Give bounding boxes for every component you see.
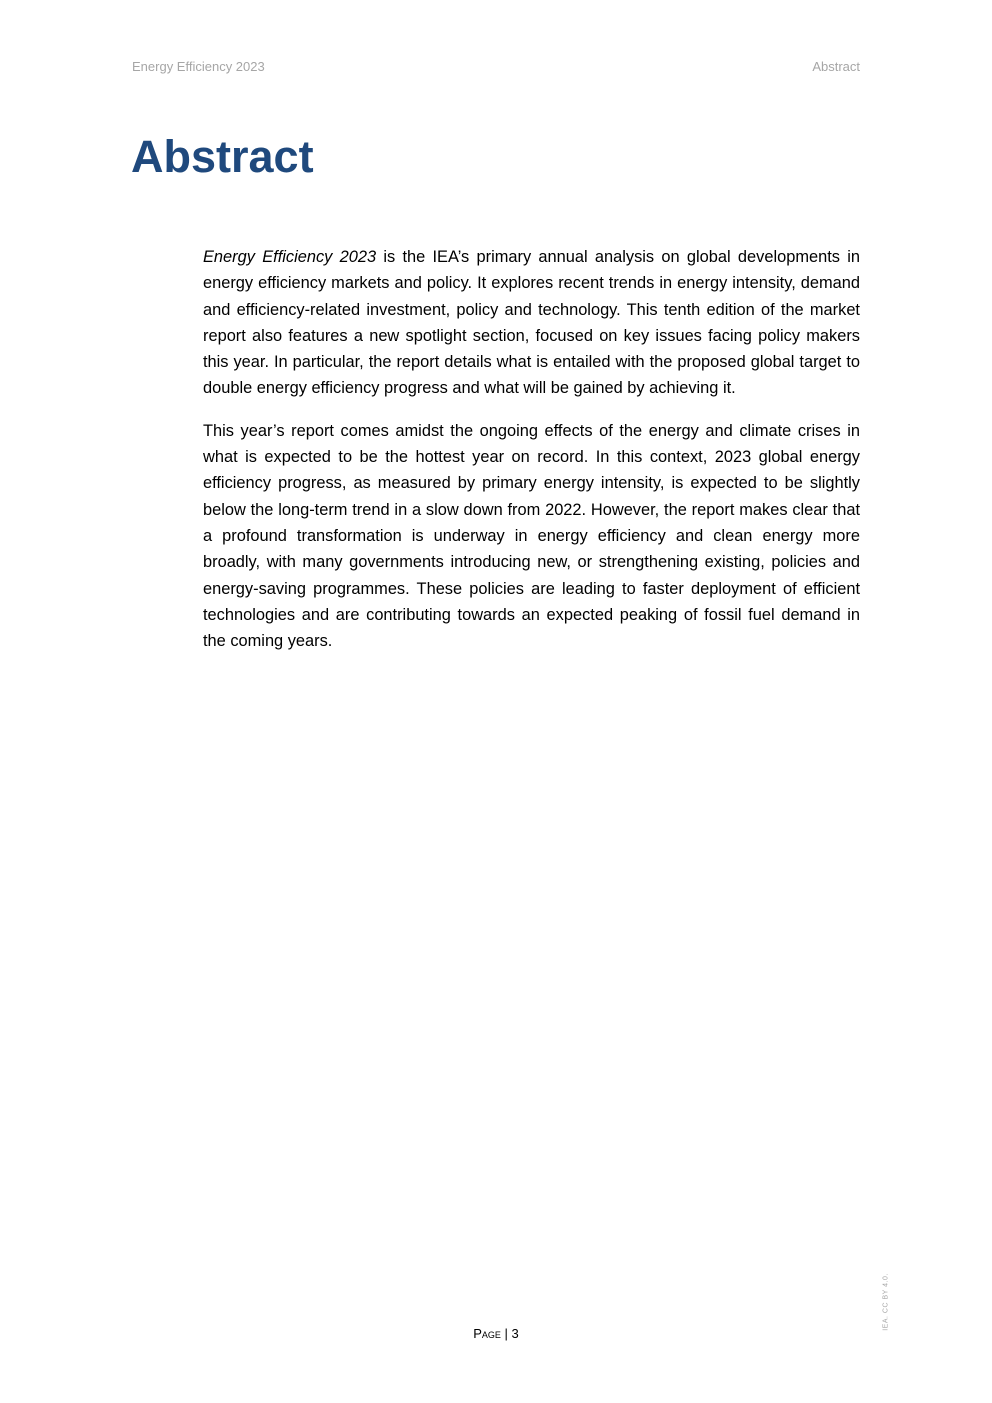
abstract-body xyxy=(203,244,860,670)
page-label: Page xyxy=(473,1326,501,1341)
license-note: IEA. CC BY 4.0. xyxy=(882,1273,890,1331)
abstract-paragraph-1-text: is the IEA’s primary annual analysis on global developments in energy efficiency markets and policy. It explores recent trends in energy intensity, demand and efficiency-related investment, policy and technology. This tenth edition of the market report also features a new spotlight section, focused on key issues facing policy makers this year. In particular, the report details what is entailed with the proposed global target to double energy efficiency progress and what will be gained by achieving it. xyxy=(203,248,860,398)
abstract-paragraph-1 xyxy=(203,244,860,402)
report-title-italic: Energy Efficiency 2023 xyxy=(203,248,377,266)
page-title: Abstract xyxy=(131,131,314,182)
header-section-name: Abstract xyxy=(812,59,860,74)
abstract-paragraph-2: This year’s report comes amidst the ongoing effects of the energy and climate crises in what is expected to be the hottest year on record. In this context, 2023 global energy efficiency progress, as measured by primary energy intensity, is expected to be slightly below the long-term trend in a slow down from 2022. However, the report makes clear that a profound transformation is underway in energy efficiency and clean energy more broadly, with many governments introducing new, or strengthening existing, policies and energy-saving programmes. These policies are leading to faster deployment of efficient technologies and are contributing towards an expected peaking of fossil fuel demand in the coming years. xyxy=(203,421,860,651)
page-number: 3 xyxy=(511,1326,519,1341)
page-footer xyxy=(0,1326,992,1342)
page-separator: | xyxy=(500,1326,512,1341)
running-header xyxy=(132,59,860,75)
header-document-title: Energy Efficiency 2023 xyxy=(132,59,265,74)
